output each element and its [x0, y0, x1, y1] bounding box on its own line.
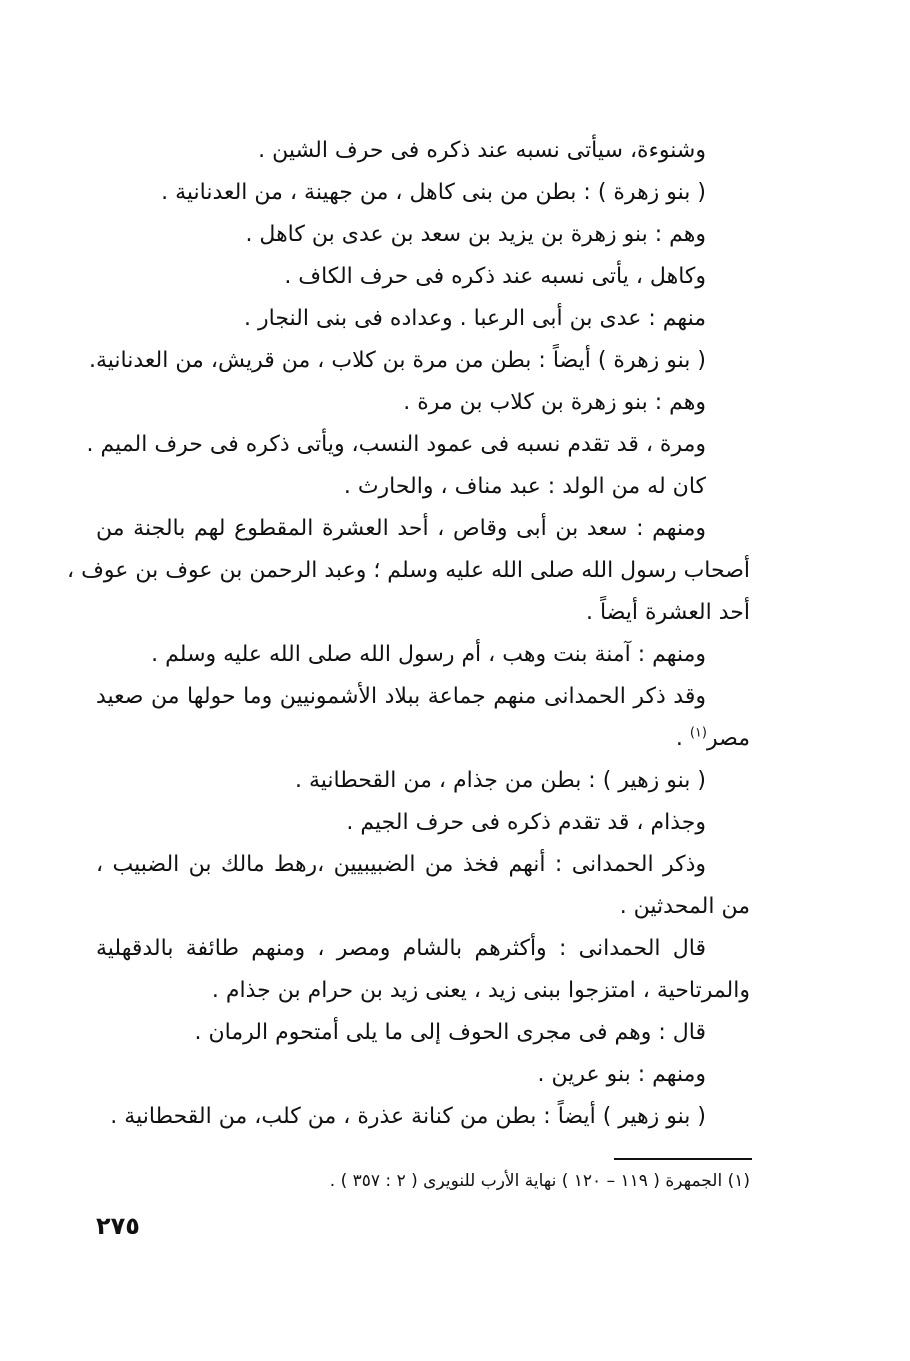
text-line: وكاهل ، يأتى نسبه عند ذكره فى حرف الكاف . [284, 264, 706, 289]
line-text: مصر [706, 726, 750, 751]
text-line: ومرة ، قد تقدم نسبه فى عمود النسب، ويأتى ذكره فى حرف الميم . [86, 432, 706, 457]
text-line: قال : وهم فى مجرى الحوف إلى ما يلى أمتحوم الرمان . [194, 1020, 706, 1045]
text-line: وذكر الحمدانى : أنهم فخذ من الضبيبيين ،رهط مالك بن الضبيب ، [96, 852, 706, 877]
text-line: ( بنو زهير ) : بطن من جذام ، من القحطانية . [294, 768, 706, 793]
text-line: ( بنو زهرة ) أيضاً : بطن من مرة بن كلاب ، من قريش، من العدنانية. [88, 348, 706, 373]
page-number: ٢٧٥ [96, 1212, 140, 1240]
text-line: قال الحمدانى : وأكثرهم بالشام ومصر ، ومنهم طائفة بالدقهلية [96, 936, 706, 961]
text-line: ومنهم : آمنة بنت وهب ، أم رسول الله صلى الله عليه وسلم . [151, 642, 706, 667]
text-line: ومنهم : بنو عرين . [537, 1062, 706, 1087]
line-end-period: . [675, 726, 690, 751]
footnote-divider [614, 1158, 752, 1160]
main-text [66, 130, 750, 1138]
text-line: أحد العشرة أيضاً . [586, 600, 750, 625]
text-line: وجذام ، قد تقدم ذكره فى حرف الجيم . [346, 810, 706, 835]
text-line: وقد ذكر الحمدانى منهم جماعة ببلاد الأشمونيين وما حولها من صعيد [96, 684, 706, 709]
text-line: ( بنو زهرة ) : بطن من بنى كاهل ، من جهينة ، من العدنانية . [161, 180, 706, 205]
text-line: وهم : بنو زهرة بن يزيد بن سعد بن عدى بن كاهل . [245, 222, 706, 247]
text-line: والمرتاحية ، امتزجوا ببنى زيد ، يعنى زيد بن حرام بن جذام . [211, 978, 750, 1003]
footnote-marker: (١) [689, 725, 707, 741]
text-line: وهم : بنو زهرة بن كلاب بن مرة . [403, 390, 706, 415]
text-line-with-footnote-marker [96, 718, 750, 760]
text-line: كان له من الولد : عبد مناف ، والحارث . [343, 474, 706, 499]
text-line: ومنهم : سعد بن أبى وقاص ، أحد العشرة المقطوع لهم بالجنة من [96, 516, 706, 541]
text-line: وشنوءة، سيأتى نسبه عند ذكره فى حرف الشين . [258, 138, 706, 163]
text-line: منهم : عدى بن أبى الرعبا . وعداده فى بنى النجار . [244, 306, 706, 331]
text-line: أصحاب رسول الله صلى الله عليه وسلم ؛ وعبد الرحمن بن عوف بن عوف ، [66, 558, 750, 583]
footnote: (١) الجمهرة ( ١١٩ – ١٢٠ ) نهاية الأرب للنويرى ( ٢ : ٣٥٧ ) . [329, 1171, 750, 1191]
text-line: من المحدثين . [619, 894, 750, 919]
text-line: ( بنو زهير ) أيضاً : بطن من كنانة عذرة ، من كلب، من القحطانية . [110, 1104, 706, 1129]
